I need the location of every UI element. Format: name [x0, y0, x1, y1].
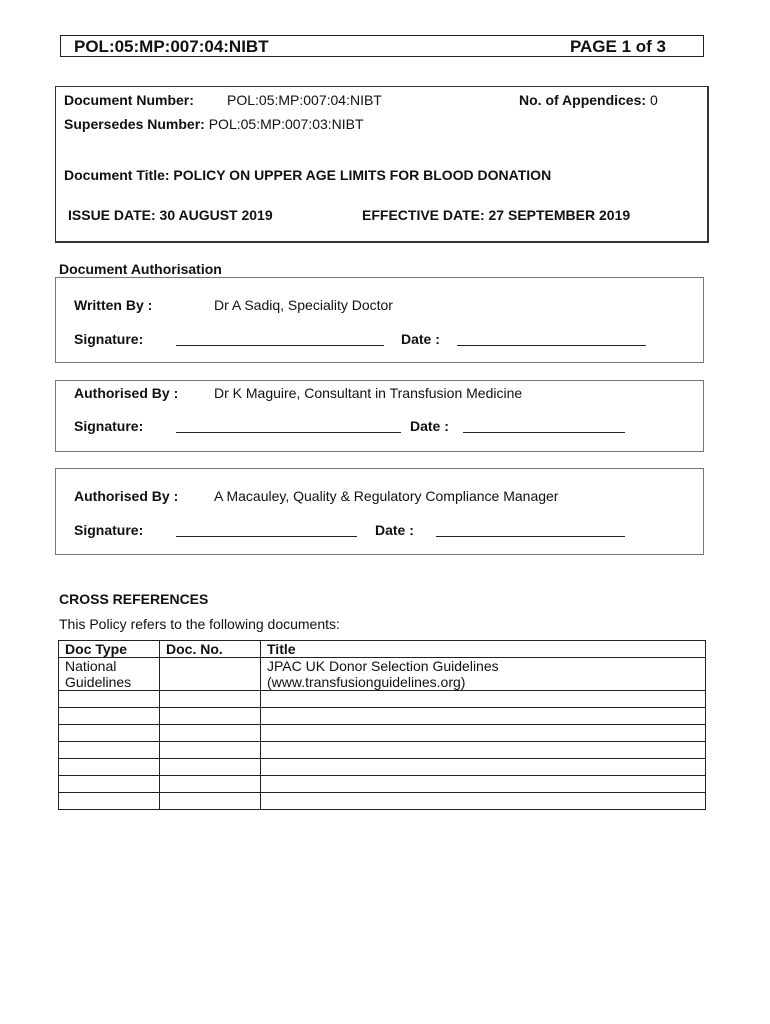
signature-label: Signature:	[74, 331, 144, 347]
table-row	[59, 658, 706, 691]
col-doc-type: Doc Type	[59, 641, 160, 658]
doc-number-value: POL:05:MP:007:04:NIBT	[227, 92, 382, 108]
issue-date: ISSUE DATE: 30 AUGUST 2019	[68, 207, 273, 223]
supersedes	[64, 116, 364, 132]
document-title-label: Document Title:	[64, 167, 170, 183]
date-line	[436, 522, 625, 537]
cell-title: JPAC UK Donor Selection Guidelines (www.transfusionguidelines.org)	[261, 658, 706, 691]
document-info-box	[55, 86, 709, 243]
cell-doc-type: National Guidelines	[59, 658, 160, 691]
person-name: Dr A Sadiq, Speciality Doctor	[214, 297, 393, 313]
role-label: Authorised By :	[74, 488, 179, 504]
effective-date: EFFECTIVE DATE: 27 SEPTEMBER 2019	[362, 207, 631, 223]
header-doc-code: POL:05:MP:007:04:NIBT	[74, 37, 269, 56]
role-label: Written By :	[74, 297, 153, 313]
signature-line	[176, 522, 357, 537]
date-line	[457, 331, 646, 346]
signature-line	[176, 331, 384, 346]
person-name: A Macauley, Quality & Regulatory Compliance Manager	[214, 488, 559, 504]
cell-doc-no	[160, 658, 261, 691]
authorisation-block-macauley	[55, 468, 704, 555]
table-row	[59, 708, 706, 725]
document-title	[64, 167, 551, 183]
cross-references-table	[58, 640, 706, 810]
date-label: Date :	[375, 522, 414, 538]
col-doc-no: Doc. No.	[160, 641, 261, 658]
supersedes-value: POL:05:MP:007:03:NIBT	[208, 116, 364, 132]
authorisation-block-written	[55, 277, 704, 363]
table-row	[59, 742, 706, 759]
document-title-value: POLICY ON UPPER AGE LIMITS FOR BLOOD DONATION	[173, 167, 552, 183]
appendices-value: 0	[649, 92, 658, 108]
authorisation-section-title: Document Authorisation	[59, 261, 222, 277]
table-row	[59, 759, 706, 776]
table-row	[59, 725, 706, 742]
authorisation-block-maguire	[55, 380, 704, 452]
cross-references-title: CROSS REFERENCES	[59, 591, 209, 607]
col-title: Title	[261, 641, 706, 658]
table-row	[59, 691, 706, 708]
date-label: Date :	[401, 331, 440, 347]
table-row	[59, 776, 706, 793]
supersedes-label: Supersedes Number:	[64, 116, 205, 132]
doc-number-label: Document Number:	[64, 92, 194, 108]
person-name: Dr K Maguire, Consultant in Transfusion Medicine	[214, 385, 523, 401]
table-header-row	[59, 641, 706, 658]
signature-line	[176, 418, 401, 433]
table-row	[59, 793, 706, 810]
page-indicator: PAGE 1 of 3	[569, 37, 666, 56]
cross-references-intro: This Policy refers to the following documents:	[59, 616, 340, 632]
signature-label: Signature:	[74, 418, 144, 434]
appendices-label: No. of Appendices:	[519, 92, 647, 108]
appendices	[519, 92, 658, 108]
date-line	[463, 418, 625, 433]
date-label: Date :	[410, 418, 449, 434]
signature-label: Signature:	[74, 522, 144, 538]
role-label: Authorised By :	[74, 385, 179, 401]
header-bar	[60, 35, 704, 57]
